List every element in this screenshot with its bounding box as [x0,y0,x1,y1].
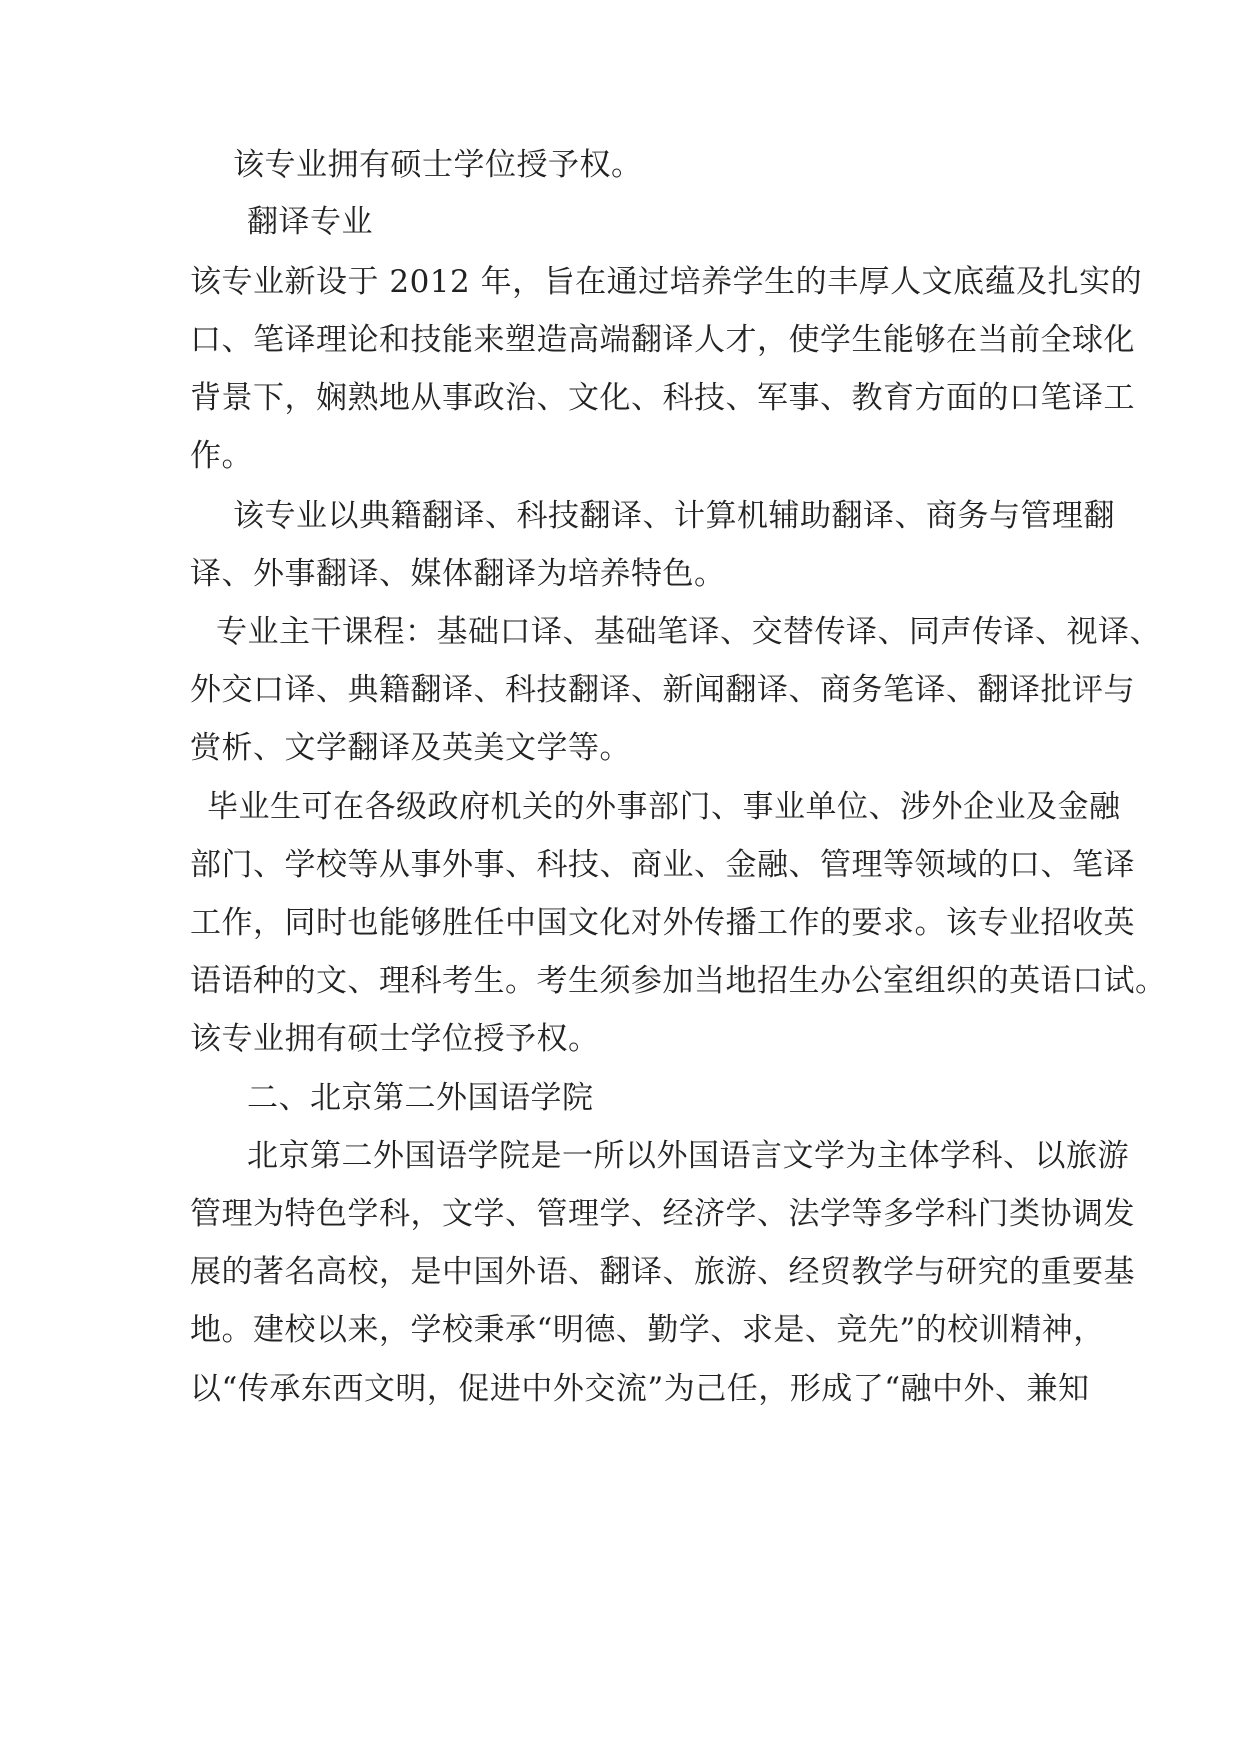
section-heading: 翻译专业 [247,204,373,240]
paragraph-line: 外交口译、典籍翻译、科技翻译、新闻翻译、商务笔译、翻译批评与 [190,672,1135,708]
paragraph-line: 口、笔译理论和技能来塑造高端翻译人才，使学生能够在当前全球化 [190,322,1135,358]
paragraph-line: 北京第二外国语学院是一所以外国语言文学为主体学科、以旅游 [247,1138,1129,1174]
paragraph-line: 该专业新设于 2012 年，旨在通过培养学生的丰厚人文底蕴及扎实的 [190,264,1143,300]
paragraph-line: 译、外事翻译、媒体翻译为培养特色。 [190,556,726,592]
paragraph-line: 地。建校以来，学校秉承“明德、勤学、求是、竞先”的校训精神， [190,1312,1105,1348]
paragraph-line: 语语种的文、理科考生。考生须参加当地招生办公室组织的英语口试。 [190,963,1167,999]
paragraph-line: 部门、学校等从事外事、科技、商业、金融、管理等领域的口、笔译 [190,847,1135,883]
paragraph-line: 该专业拥有硕士学位授予权。 [190,1021,600,1057]
paragraph-line: 该专业拥有硕士学位授予权。 [233,147,643,183]
paragraph-line: 展的著名高校，是中国外语、翻译、旅游、经贸教学与研究的重要基 [190,1254,1135,1290]
paragraph-line: 背景下，娴熟地从事政治、文化、科技、军事、教育方面的口笔译工 [190,380,1135,416]
paragraph-line: 作。 [190,438,253,474]
paragraph-line: 毕业生可在各级政府机关的外事部门、事业单位、涉外企业及金融 [207,789,1121,825]
paragraph-line: 该专业以典籍翻译、科技翻译、计算机辅助翻译、商务与管理翻 [233,498,1115,534]
section-heading: 二、北京第二外国语学院 [247,1080,594,1116]
paragraph-line: 管理为特色学科，文学、管理学、经济学、法学等多学科门类协调发 [190,1196,1135,1232]
paragraph-line: 赏析、文学翻译及英美文学等。 [190,730,631,766]
paragraph-line: 以“传承东西文明，促进中外交流”为己任，形成了“融中外、兼知 [190,1371,1090,1407]
paragraph-line: 专业主干课程：基础口译、基础笔译、交替传译、同声传译、视译、 [216,614,1161,650]
paragraph-line: 工作，同时也能够胜任中国文化对外传播工作的要求。该专业招收英 [190,905,1135,941]
